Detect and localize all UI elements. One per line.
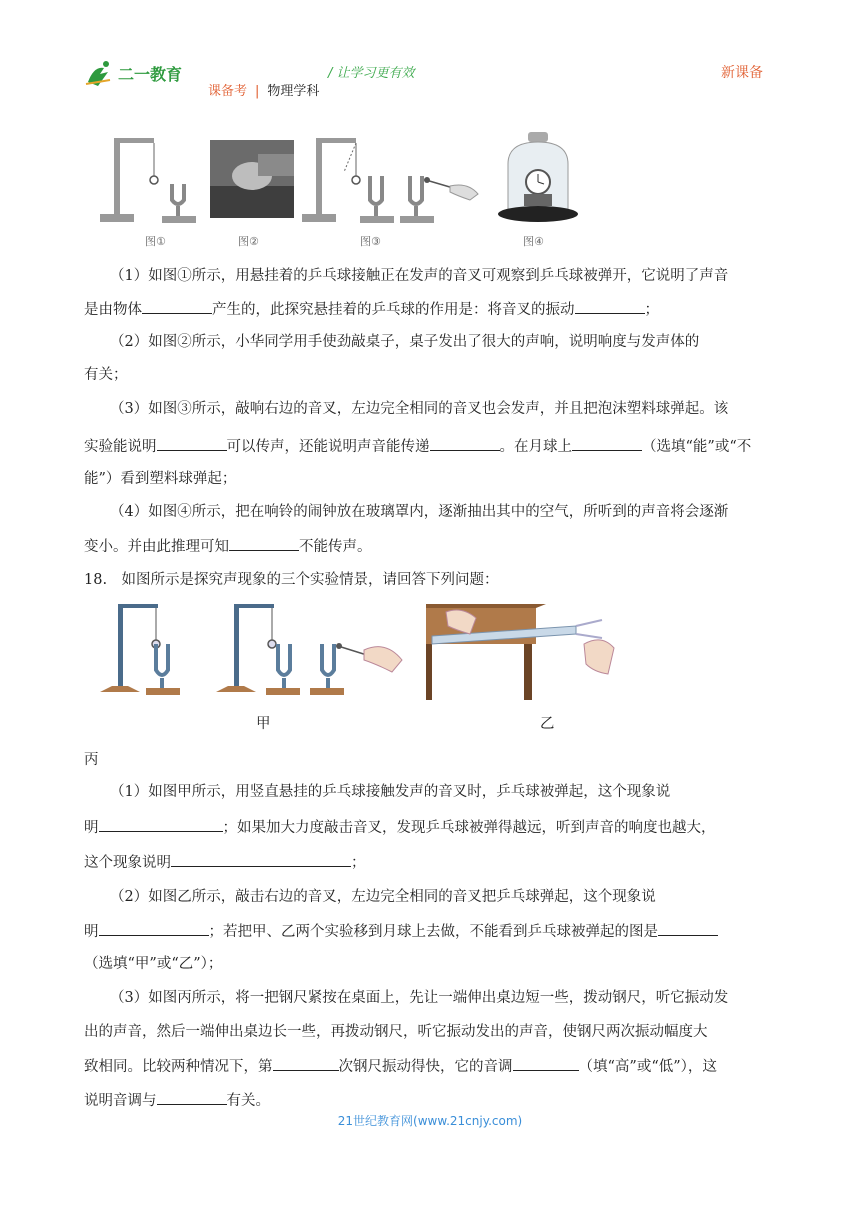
answer-blank[interactable] xyxy=(572,436,642,451)
answer-blank[interactable] xyxy=(142,299,212,314)
header-sub-left: 课备考 xyxy=(208,84,248,99)
figure-bing-ruler-on-table xyxy=(426,604,616,700)
figure-3-resonating-forks xyxy=(300,130,480,228)
q17-p3-line2: 实验能说明 可以传声，还能说明声音能传递 。在月球上 （选填“能”或“不 xyxy=(84,436,784,457)
footer-source: 21世纪教育网(www.21cnjy.com) xyxy=(337,1114,523,1128)
q17-p4-line2: 变小。并由此推理可知 不能传声。 xyxy=(84,536,784,557)
q17-p3-line1: （3）如图③所示，敲响右边的音叉，左边完全相同的音叉也会发声，并且把泡沫塑料球弹起。该 xyxy=(110,401,729,417)
figure-4-bell-jar-clock xyxy=(496,130,580,228)
answer-blank[interactable] xyxy=(99,817,223,832)
label-bing: 丙 xyxy=(84,752,99,768)
q18-p3-line1: （3）如图丙所示，将一把钢尺紧按在桌面上，先让一端伸出桌边短一些，拨动钢尺，听它振动发 xyxy=(110,990,729,1006)
q17-p1-line1: （1）如图①所示，用悬挂着的乒乓球接触正在发声的音叉可观察到乒乓球被弹开，它说明了声音 xyxy=(110,268,729,284)
answer-blank[interactable] xyxy=(513,1056,579,1071)
header-subtitle xyxy=(208,80,319,99)
figure-1-caption: 图① xyxy=(145,235,166,248)
figure-2-fist-on-table xyxy=(210,140,294,218)
q18-p1-line3: 这个现象说明 ； xyxy=(84,852,784,873)
answer-blank[interactable] xyxy=(171,852,351,867)
q18-p3-line2: 出的声音，然后一端伸出桌边长一些，再拨动钢尺，听它振动发出的声音，使钢尺两次振动幅度大 xyxy=(84,1024,708,1040)
header-slogan: / 让学习更有效 xyxy=(328,66,415,81)
q17-p1-line2: 是由物体 产生的，此探究悬挂着的乒乓球的作用是：将音叉的振动 ； xyxy=(84,299,784,320)
logo-text: 二一教育 xyxy=(118,65,183,84)
q17-p2-line2: 有关； xyxy=(84,367,128,383)
figure-3-caption: 图③ xyxy=(360,235,381,248)
answer-blank[interactable] xyxy=(157,1090,227,1105)
label-jia: 甲 xyxy=(256,716,271,732)
brand-logo xyxy=(84,58,188,90)
header-new-label: 新课备 xyxy=(721,65,763,81)
answer-blank[interactable] xyxy=(229,536,299,551)
q18-p1-line1: （1）如图甲所示，用竖直悬挂的乒乓球接触发声的音叉时，乒乓球被弹起，这个现象说 xyxy=(110,784,671,800)
answer-blank[interactable] xyxy=(99,921,209,936)
answer-blank[interactable] xyxy=(658,921,718,936)
header-sub-sep: | xyxy=(255,84,260,99)
answer-blank[interactable] xyxy=(157,436,227,451)
q18-p2-line2: 明 ；若把甲、乙两个实验移到月球上去做，不能看到乒乓球被弹起的图是 xyxy=(84,921,784,942)
q18-title: 18. 如图所示是探究声现象的三个实验情景，请回答下列问题： xyxy=(84,572,499,588)
figure-jia-tuning-fork xyxy=(98,600,198,700)
figure-yi-resonating-forks xyxy=(214,600,404,700)
answer-blank[interactable] xyxy=(575,299,645,314)
q18-p1-line2: 明 ；如果加大力度敲击音叉，发现乒乓球被弹得越远，听到声音的响度也越大， xyxy=(84,817,784,838)
q17-p4-line1: （4）如图④所示，把在响铃的闹钟放在玻璃罩内，逐渐抽出其中的空气，所听到的声音将会逐渐 xyxy=(110,504,729,520)
q18-p2-line1: （2）如图乙所示，敲击右边的音叉，左边完全相同的音叉把乒乓球弹起，这个现象说 xyxy=(110,889,656,905)
figure-2-caption: 图② xyxy=(238,235,259,248)
q18-p3-line4: 说明音调与 有关。 xyxy=(84,1090,784,1111)
answer-blank[interactable] xyxy=(273,1056,339,1071)
q17-p2-line1: （2）如图②所示，小华同学用手使劲敲桌子，桌子发出了很大的声响，说明响度与发声体的 xyxy=(110,334,700,350)
q17-p3-line3: 能”）看到塑料球弹起； xyxy=(84,471,237,487)
figure-4-caption: 图④ xyxy=(523,235,544,248)
q18-p3-line3: 致相同。比较两种情况下，第 次钢尺振动得快，它的音调 （填“高”或“低”），这 xyxy=(84,1056,784,1077)
figure-1-tuning-fork-pendulum xyxy=(98,130,198,228)
answer-blank[interactable] xyxy=(430,436,500,451)
q18-p2-line3: （选填“甲”或“乙”）； xyxy=(84,956,223,972)
header-sub-right: 物理学科 xyxy=(267,84,320,99)
label-yi: 乙 xyxy=(540,716,555,732)
